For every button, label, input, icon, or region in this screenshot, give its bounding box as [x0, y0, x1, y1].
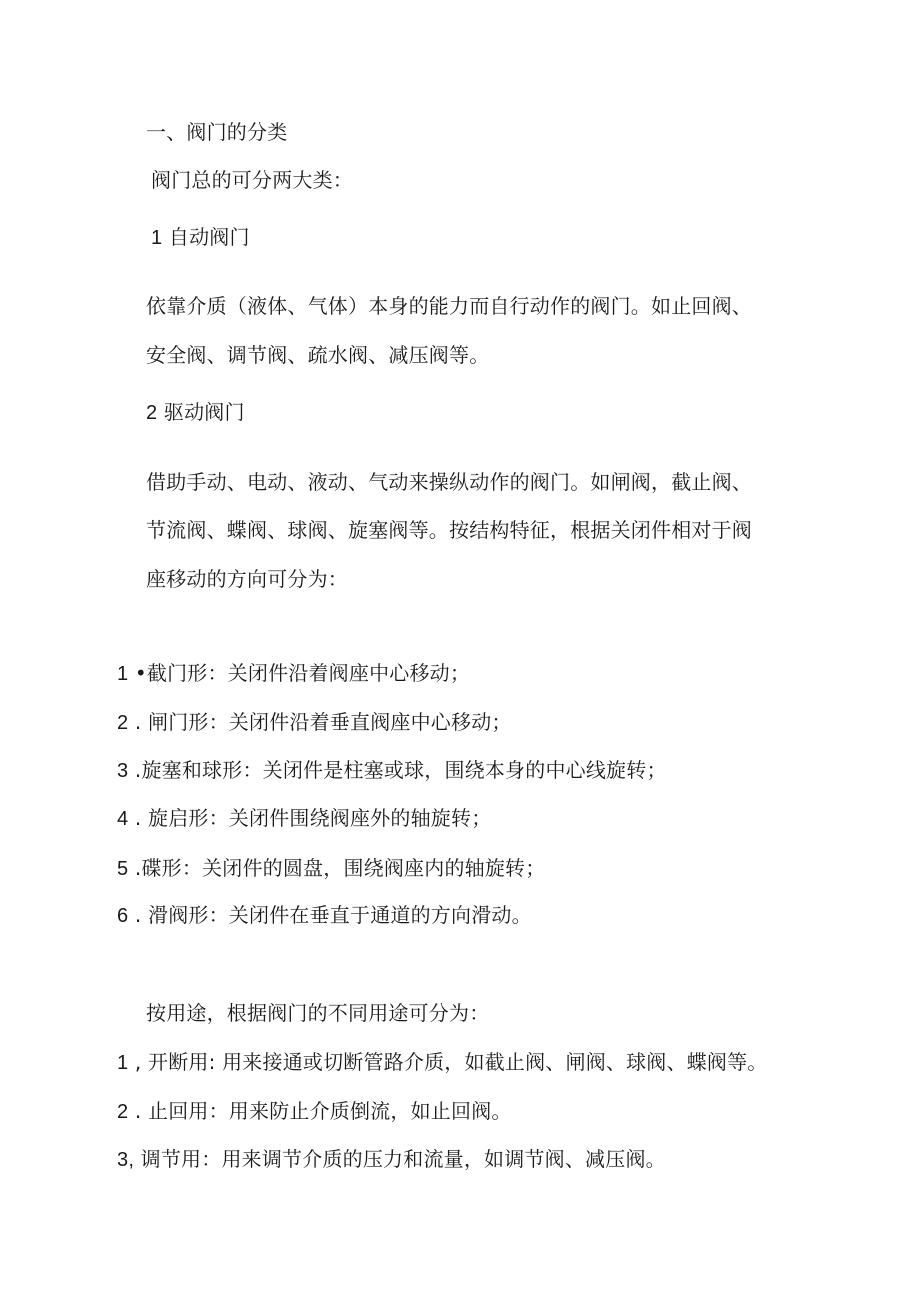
list-item-number: 1 [117, 1052, 129, 1074]
driven-valve-title-text: 驱动阀门 [163, 400, 245, 424]
list-item-number: 5 [117, 858, 129, 880]
list-item-text: 调节用：用来调节介质的压力和流量，如调节阀、减压阀。 [140, 1147, 666, 1171]
structure-list-item [117, 805, 491, 832]
auto-valve-desc-line-1: 依靠介质（液体、气体）本身的能力而自行动作的阀门。如止回阀、 [146, 294, 752, 318]
list-item-text: , 开断用: 用来接通或切断管路介质，如截止阀、闸阀、球阀、蝶阀等。 [134, 1050, 768, 1074]
list-item-number: 4 [117, 808, 129, 830]
structure-list-item [117, 757, 667, 784]
driven-valve-desc-line-2: 节流阀、蝶阀、球阀、旋塞阀等。按结构特征，根据关闭件相对于阀 [146, 518, 752, 542]
list-item-number: 2 [117, 1101, 129, 1123]
list-item-number: 1 [117, 663, 129, 685]
list-item-text: . 旋启形：关闭件围绕阀座外的轴旋转； [134, 806, 492, 830]
structure-list-item [117, 709, 512, 736]
list-item-text: . 滑阀形：关闭件在垂直于通道的方向滑动。 [134, 903, 532, 927]
usage-list-item [117, 1049, 768, 1076]
list-item-number: 3, [117, 1149, 135, 1171]
list-item-text: . 闸门形：关闭件沿着垂直阀座中心移动； [134, 710, 512, 734]
driven-valve-title-number: 2 [146, 402, 158, 424]
list-item-number: 2 [117, 712, 129, 734]
auto-valve-desc-line-2: 安全阀、调节阀、疏水阀、减压阀等。 [146, 343, 490, 367]
auto-valve-title-number: 1 [151, 227, 163, 249]
list-item-text: .碟形：关闭件的圆盘，围绕阀座内的轴旋转； [134, 856, 546, 880]
section-heading: 一、阀门的分类 [146, 120, 288, 144]
list-item-number: 3 [117, 760, 129, 782]
structure-list-item [117, 660, 470, 687]
driven-valve-title [146, 399, 245, 426]
list-item-text: •截门形：关闭件沿着阀座中心移动； [134, 661, 471, 685]
auto-valve-title-text: 自动阀门 [168, 225, 250, 249]
usage-intro-text: 按用途，根据阀门的不同用途可分为： [146, 1001, 490, 1025]
list-item-text: . 止回用：用来防止介质倒流，如止回阀。 [134, 1099, 512, 1123]
usage-list-item [117, 1098, 512, 1125]
intro-text: 阀门总的可分两大类： [151, 168, 353, 192]
structure-list-item [117, 855, 545, 882]
driven-valve-desc-line-1: 借助手动、电动、液动、气动来操纵动作的阀门。如闸阀，截止阀、 [146, 470, 752, 494]
structure-list-item [117, 902, 532, 929]
auto-valve-title [151, 224, 250, 251]
list-item-number: 6 [117, 905, 129, 927]
list-item-text: .旋塞和球形：关闭件是柱塞或球，围绕本身的中心线旋转； [134, 758, 667, 782]
usage-list-item [117, 1146, 666, 1173]
driven-valve-desc-line-3: 座移动的方向可分为： [146, 567, 348, 591]
